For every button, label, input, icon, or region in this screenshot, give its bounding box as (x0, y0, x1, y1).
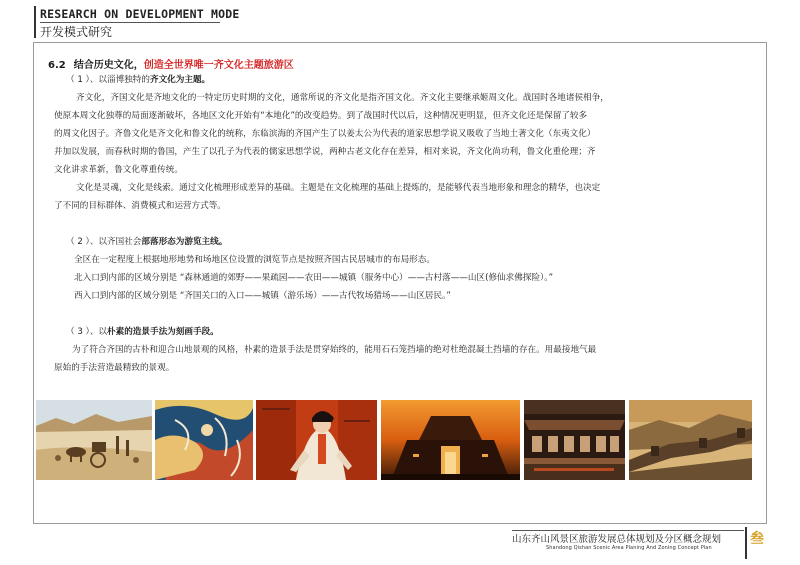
footer-title-en: Shandong Qishan Scenic Area Planing And Zoning Concept Plan (546, 545, 712, 551)
footer-title-cn: 山东齐山风景区旅游发展总体规划及分区概念规划 (512, 534, 722, 545)
header-title-en: RESEARCH ON DEVELOPMENT MODE (40, 7, 240, 21)
section-title-black: 结合历史文化， (73, 60, 144, 71)
section-title-red: 创造全世界唯一齐文化主题旅游区 (143, 60, 294, 71)
heading-landscape-method: （ 3 ）、以朴素的造景手法为刻画手段。 (66, 327, 219, 337)
paragraph-line: 的周文化因子。齐鲁文化是齐文化和鲁文化的统称，东临滨海的齐国产生了以姜太公为代表的道家思想学说又吸收了当地土著文化（东夷文化） (54, 129, 596, 139)
heading-tour-route: （ 2 ）、以齐国社会部落形态为游览主线。 (66, 237, 228, 247)
photo-ancient-gate-at-dusk (381, 400, 520, 480)
paragraph-line: 并加以发展，而春秋时期的鲁国，产生了以孔子为代表的儒家思想学说，两种古老文化存在差异，相对来说，齐文化尚功利，鲁文化重伦理；齐 (54, 147, 596, 157)
paragraph-line: 齐文化，齐国文化是齐地文化的一特定历史时期的文化，通常所说的齐文化是指齐国文化。齐文化主要继承姬周文化。战国时各地诸侯相争， (76, 93, 609, 103)
photo-great-wall-landscape (629, 400, 752, 480)
photo-ancient-chariot-painting (36, 400, 152, 480)
paragraph-line: 为了符合齐国的古朴和迎合山地景观的风格，朴素的造景手法是贯穿始终的，能用石石笼挡墙的绝对杜绝混凝土挡墙的存在。用最接地气最 (72, 345, 597, 355)
paragraph-line: 使原本周文化独尊的局面逐渐破坏，各地区文化开始有“本地化”的改变趋势。到了战国时代以后，这种情况更明显，但齐文化还是保留了较多 (54, 111, 588, 121)
paragraph-line: 了不同的目标群体、消费模式和运营方式等。 (54, 201, 226, 211)
paragraph-line: 西入口到内部的区域分别是 “齐国关口的入口——城镇（游乐场）——古代牧场猎场——山区居民。” (74, 291, 451, 301)
section-number: 6.2 (48, 60, 66, 71)
heading-theme: （ 1 ）、以淄博独特的齐文化为主题。 (66, 75, 211, 85)
header-divider-bar (34, 6, 36, 38)
photo-qi-dynasty-mural (155, 400, 253, 480)
paragraph-line: 北入口到内部的区域分别是 “森林通道的郊野——果疏园——农田——城镇（服务中心）——古村落——山区(修仙求佛探险）。” (74, 273, 554, 283)
page-number: 叁 (750, 531, 764, 547)
section-title (48, 56, 294, 71)
paragraph-line: 原始的手法营造最精致的景观。 (54, 363, 175, 373)
paragraph-line: 全区在一定程度上根据地形地势和场地区位设置的浏览节点是按照齐国古民居城市的布局形态。 (74, 255, 435, 265)
paragraph-line: 文化是灵魂，文化是线索。通过文化梳理形成差异的基础。主题是在文化梳理的基础上提炼的，是能够代表当地形象和理念的精华，也决定 (76, 183, 601, 193)
reference-photo-strip (36, 400, 752, 480)
photo-ancient-building-facade (524, 400, 625, 480)
photo-qi-court-lady-figure (256, 400, 377, 480)
header-title-cn: 开发模式研究 (40, 25, 113, 39)
paragraph-line: 文化讲求革新，鲁文化尊重传统。 (54, 165, 183, 175)
footer-divider-bar (745, 527, 747, 559)
